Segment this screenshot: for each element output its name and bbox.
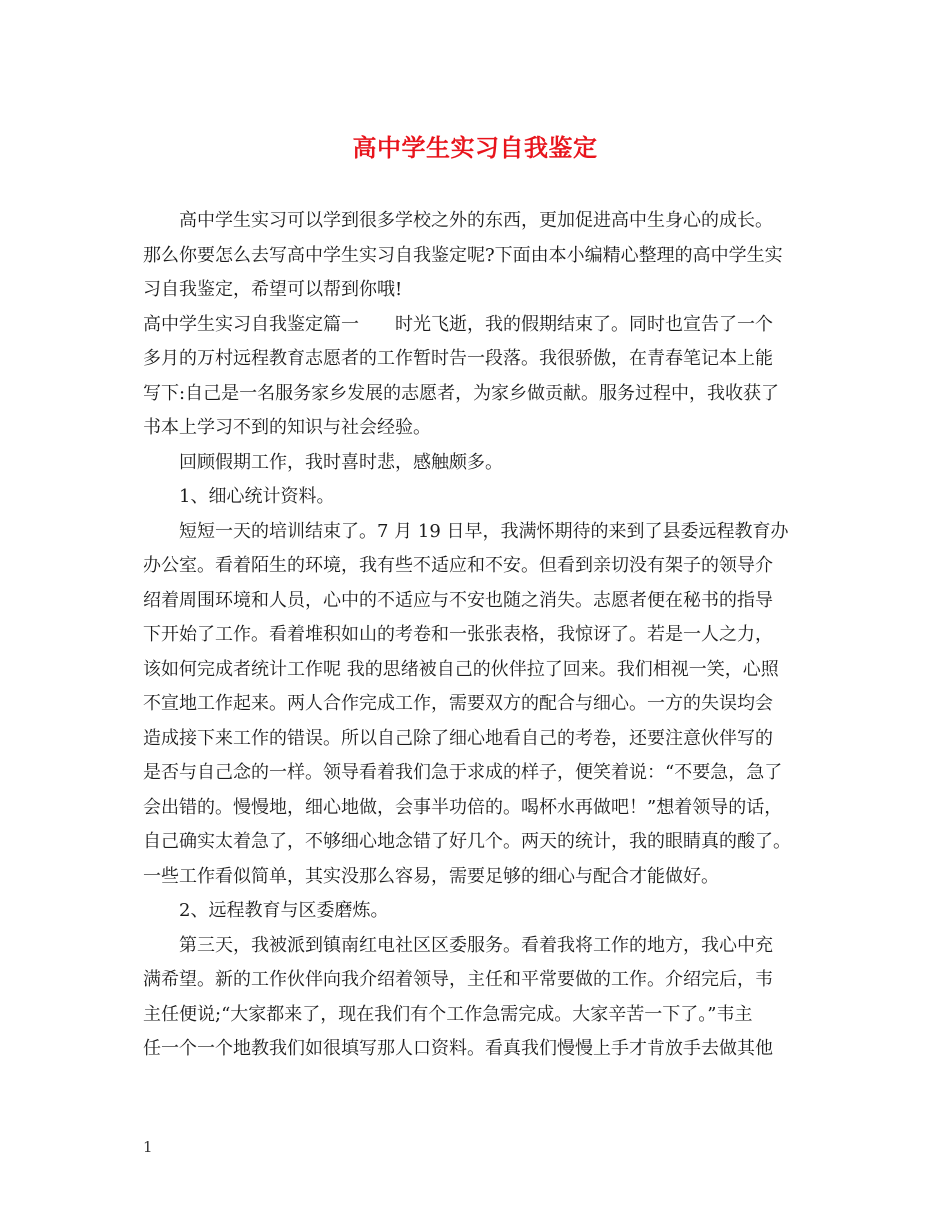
text-line: 多月的万村远程教育志愿者的工作暂时告一段落。我很骄傲，在青春笔记本上能 xyxy=(143,348,773,369)
text-line: 办公室。看着陌生的环境，我有些不适应和不安。但看到亲切没有架子的领导介 xyxy=(143,555,773,576)
section-heading xyxy=(143,480,823,515)
text-line: 那么你要怎么去写高中学生实习自我鉴定呢?下面由本小编精心整理的高中学生实 xyxy=(143,244,783,266)
text-line: 造成接下来工作的错误。所以自己除了细心地看自己的考卷，还要注意伙伴写的 xyxy=(143,727,773,749)
section-heading xyxy=(143,894,823,929)
text-line: 会出错的。慢慢地，细心地做，会事半功倍的。喝杯水再做吧！”想着领导的话， xyxy=(143,796,783,818)
paragraph xyxy=(143,515,823,895)
text-line: 绍着周围环境和人员，心中的不适应与不安也随之消失。志愿者便在秘书的指导 xyxy=(143,589,773,611)
text-line: 高中学生实习可以学到很多学校之外的东西，更加促进高中生身心的成长。 xyxy=(179,210,773,231)
document-title: 高中学生实习自我鉴定 xyxy=(352,133,598,162)
text-line: 满希望。新的工作伙伴向我介绍着领导，主任和平常要做的工作。介绍完后，韦 xyxy=(143,969,773,990)
text-line: 回顾假期工作，我时喜时悲，感触颇多。 xyxy=(179,451,503,473)
text-line: 短短一天的培训结束了。7 月 19 日早，我满怀期待的来到了县委远程教育办 xyxy=(179,520,789,542)
document-body xyxy=(143,204,823,1067)
text-line: 一些工作看似简单，其实没那么容易，需要足够的细心与配合才能做好。 xyxy=(143,865,719,887)
text-line: 主任便说;“大家都来了，现在我们有个工作急需完成。大家辛苦一下了。”韦主 xyxy=(143,1003,753,1025)
text-line: 是否与自己念的一样。领导看着我们急于求成的样子，便笑着说：“不要急，急了 xyxy=(143,762,783,783)
text-line: 高中学生实习自我鉴定篇一 时光飞逝，我的假期结束了。同时也宣告了一个 xyxy=(143,313,773,335)
text-line: 自己确实太着急了，不够细心地念错了好几个。两天的统计，我的眼睛真的酸了。 xyxy=(143,831,791,852)
text-line: 任一个一个地教我们如很填写那人口资料。看真我们慢慢上手才肯放手去做其他 xyxy=(143,1038,773,1059)
paragraph xyxy=(143,929,823,1067)
text-line: 1、细心统计资料。 xyxy=(179,486,335,507)
text-line: 该如何完成者统计工作呢 我的思绪被自己的伙伴拉了回来。我们相视一笑，心照 xyxy=(143,658,779,680)
text-line: 写下:自己是一名服务家乡发展的志愿者，为家乡做贡献。服务过程中，我收获了 xyxy=(143,382,780,404)
text-line: 不宣地工作起来。两人合作完成工作，需要双方的配合与细心。一方的失误均会 xyxy=(143,693,773,714)
text-line: 下开始了工作。看着堆积如山的考卷和一张张表格，我惊讶了。若是一人之力， xyxy=(143,624,773,645)
text-line: 第三天，我被派到镇南红电社区区委服务。看着我将工作的地方，我心中充 xyxy=(179,934,773,956)
text-line: 习自我鉴定，希望可以帮到你哦! xyxy=(143,279,403,300)
text-line: 书本上学习不到的知识与社会经验。 xyxy=(143,417,431,438)
paragraph xyxy=(143,446,823,481)
page-number: 1 xyxy=(143,1138,153,1156)
text-line: 2、远程教育与区委磨炼。 xyxy=(179,900,389,921)
paragraph xyxy=(143,308,823,446)
paragraph xyxy=(143,204,823,308)
